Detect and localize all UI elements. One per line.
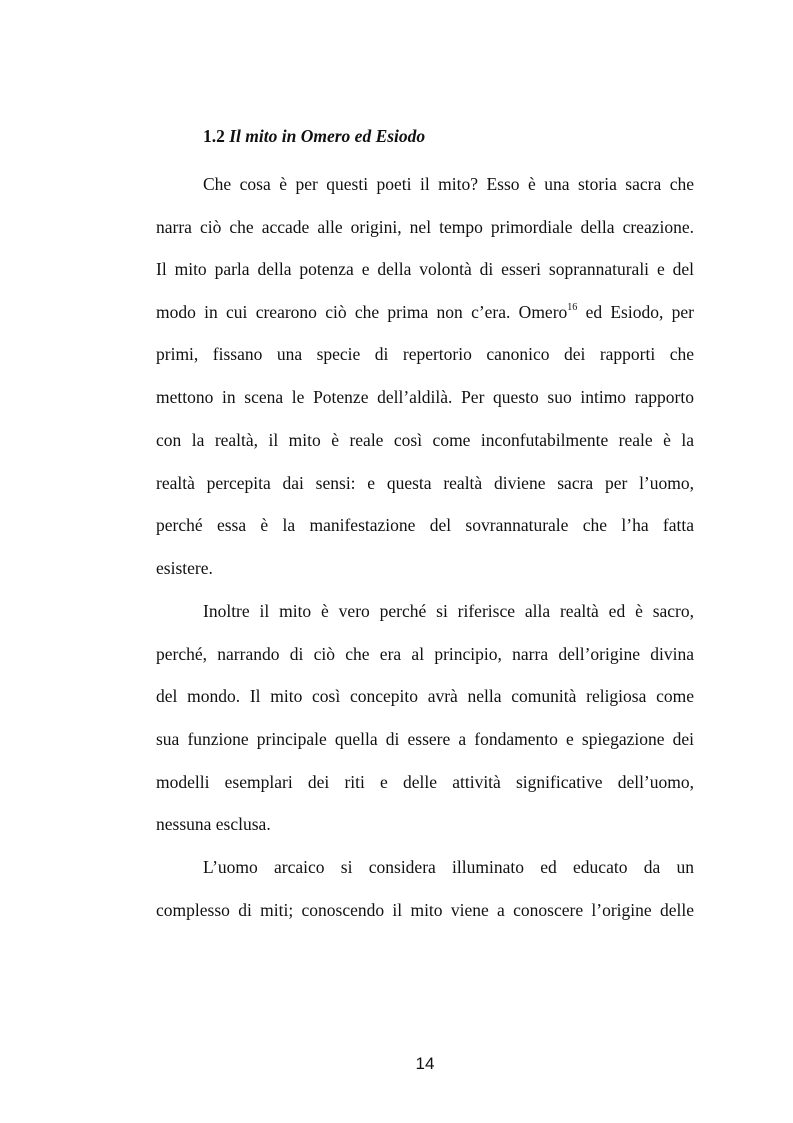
- text-before-footnote: modo in cui crearono ciò che prima non c’era. Omero: [156, 302, 568, 322]
- paragraph-1-line: Il mito parla della potenza e della volontà di esseri soprannaturali e del: [156, 259, 694, 279]
- text-after-footnote: ed Esiodo, per: [577, 302, 694, 322]
- paragraph-2-line: sua funzione principale quella di essere a fondamento e spiegazione dei: [156, 729, 694, 749]
- section-number: 1.2: [203, 126, 225, 146]
- paragraph-2-line: perché, narrando di ciò che era al principio, narra dell’origine divina: [156, 644, 694, 664]
- paragraph-1-line: realtà percepita dai sensi: e questa realtà diviene sacra per l’uomo,: [156, 473, 694, 493]
- paragraph-2-line: nessuna esclusa.: [156, 814, 271, 834]
- paragraph-2-line: del mondo. Il mito così concepito avrà nella comunità religiosa come: [156, 686, 694, 706]
- paragraph-3-line: L’uomo arcaico si considera illuminato ed educato da un: [203, 857, 694, 877]
- paragraph-2-line: Inoltre il mito è vero perché si riferisce alla realtà ed è sacro,: [203, 601, 694, 621]
- paragraph-1-line: perché essa è la manifestazione del sovrannaturale che l’ha fatta: [156, 515, 694, 535]
- footnote-reference[interactable]: 16: [567, 302, 578, 313]
- page-number: 14: [415, 1054, 435, 1073]
- paragraph-1-line: esistere.: [156, 558, 213, 578]
- paragraph-1-line: mettono in scena le Potenze dell’aldilà. Per questo suo intimo rapporto: [156, 387, 694, 407]
- paragraph-1-line-with-footnote: [156, 300, 694, 324]
- paragraph-1-line: primi, fissano una specie di repertorio canonico dei rapporti che: [156, 344, 694, 364]
- paragraph-1-line: narra ciò che accade alle origini, nel tempo primordiale della creazione.: [156, 217, 694, 237]
- paragraph-1-line: Che cosa è per questi poeti il mito? Esso è una storia sacra che: [203, 174, 694, 194]
- paragraph-3-line: complesso di miti; conoscendo il mito viene a conoscere l’origine delle: [156, 900, 694, 920]
- paragraph-2-line: modelli esemplari dei riti e delle attività significative dell’uomo,: [156, 772, 694, 792]
- section-title: Il mito in Omero ed Esiodo: [229, 126, 426, 146]
- paragraph-1-line: con la realtà, il mito è reale così come inconfutabilmente reale è la: [156, 430, 694, 450]
- section-heading: [203, 124, 425, 148]
